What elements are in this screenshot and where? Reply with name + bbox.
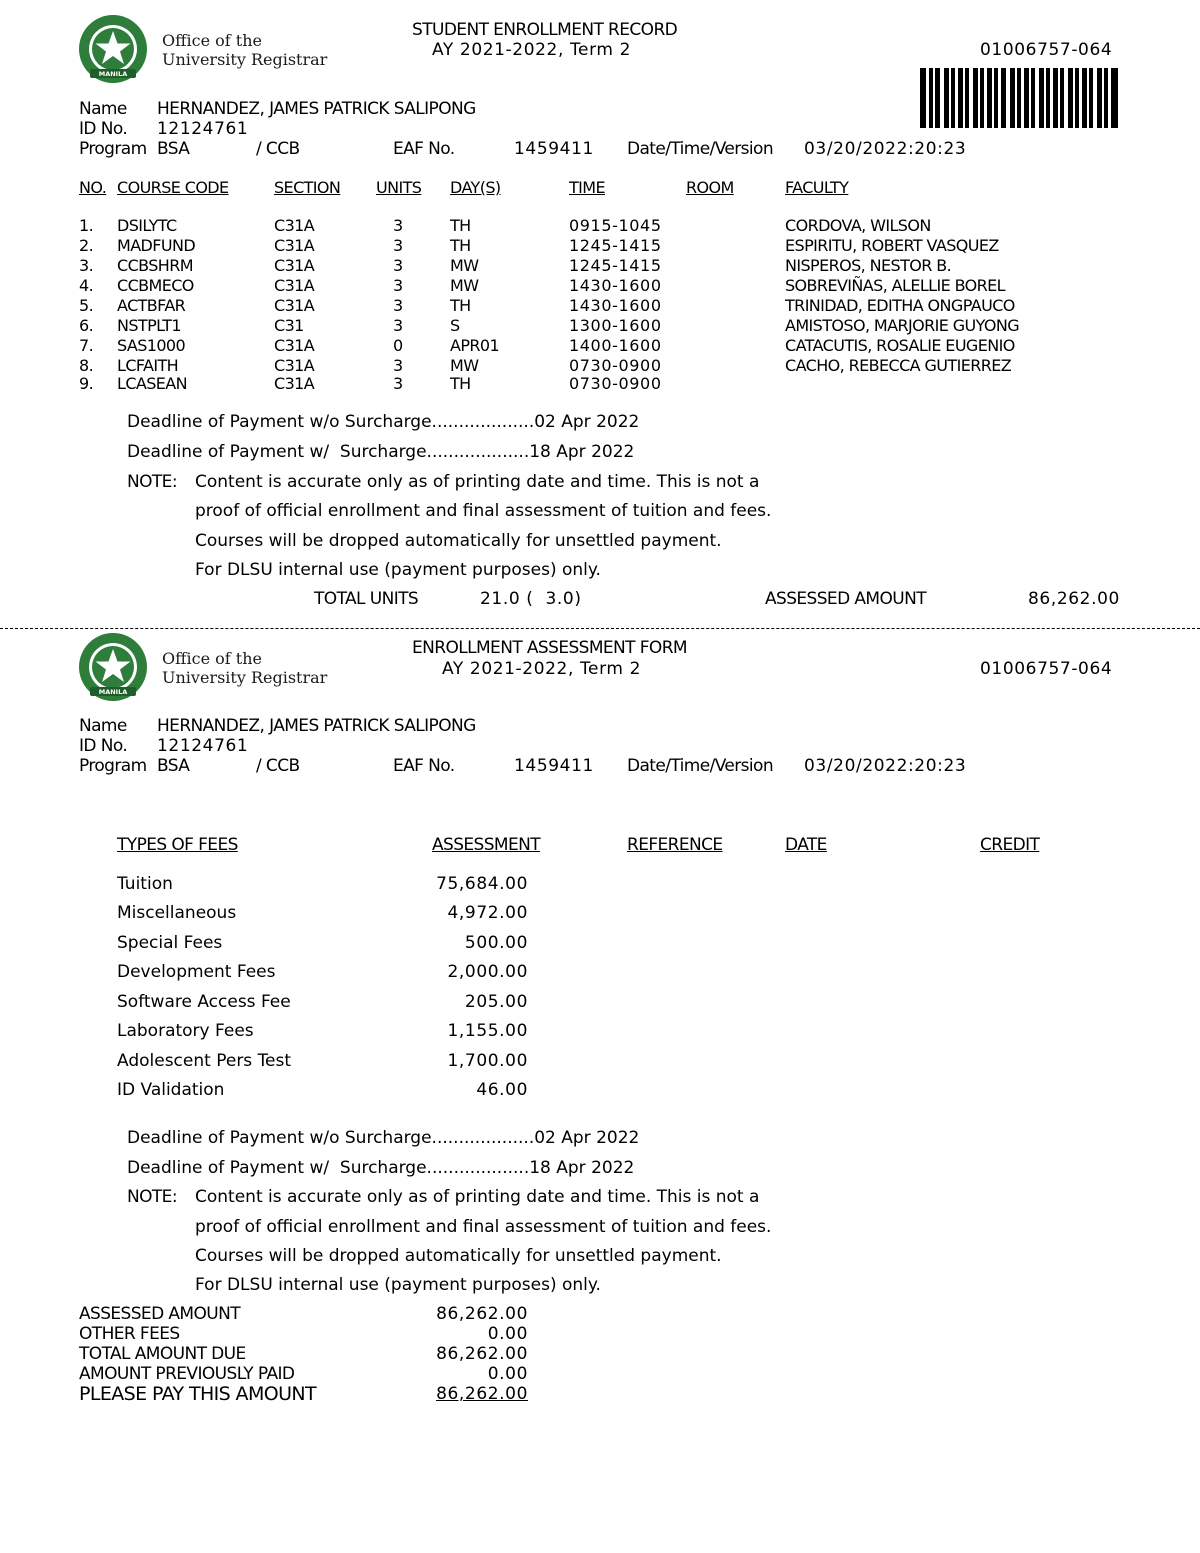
course-row (0, 374, 1200, 394)
note-label: NOTE: (127, 472, 177, 492)
fee-amount: 1,155.00 (447, 1021, 528, 1041)
summary-label: AMOUNT PREVIOUSLY PAID (79, 1364, 295, 1384)
fee-amount: 500.00 (464, 933, 528, 953)
header-time: TIME (569, 178, 606, 197)
course-units: 3 (393, 256, 403, 275)
total-units-value: 21.0 ( 3.0) (480, 589, 582, 609)
university-seal-logo (78, 14, 148, 84)
fee-type: Special Fees (117, 933, 223, 953)
course-no: 4. (79, 276, 94, 295)
summary-value: 0.00 (487, 1364, 528, 1384)
fee-row (0, 1079, 1200, 1109)
course-no: 2. (79, 236, 94, 255)
please-pay-amount: 86,262.00 (436, 1384, 528, 1404)
summary-value: 86,262.00 (436, 1304, 528, 1324)
course-row (0, 236, 1200, 256)
id-label: ID No. (79, 736, 128, 756)
fee-type: Development Fees (117, 962, 276, 982)
course-row (0, 256, 1200, 276)
course-units: 3 (393, 316, 403, 335)
fee-row (0, 902, 1200, 932)
program-label: Program (79, 756, 147, 776)
student-id: 12124761 (157, 119, 249, 139)
note-line: Courses will be dropped automatically for unsettled payment. (195, 531, 722, 551)
header-credit: CREDIT (980, 835, 1040, 855)
course-code: ACTBFAR (117, 296, 186, 315)
course-units: 3 (393, 296, 403, 315)
summary-row (0, 1344, 1200, 1364)
course-no: 1. (79, 216, 94, 235)
note-line: proof of official enrollment and final assessment of tuition and fees. (195, 1217, 772, 1237)
header-no: NO. (79, 178, 107, 197)
header-days: DAY(S) (450, 178, 501, 197)
fee-amount: 205.00 (464, 992, 528, 1012)
course-no: 8. (79, 356, 94, 375)
course-no: 3. (79, 256, 94, 275)
course-time: 1430-1600 (569, 276, 662, 295)
date-time-version-value: 03/20/2022:20:23 (804, 139, 967, 159)
course-time: 1400-1600 (569, 336, 662, 355)
student-id: 12124761 (157, 736, 249, 756)
university-seal-logo (78, 632, 148, 702)
course-no: 7. (79, 336, 94, 355)
summary-row (0, 1324, 1200, 1344)
fee-row (0, 932, 1200, 962)
record-reference-number: 01006757-064 (980, 40, 1113, 60)
header-section: SECTION (274, 178, 341, 197)
name-label: Name (79, 99, 127, 119)
course-time: 0730-0900 (569, 356, 662, 375)
svg-text:MANILA: MANILA (98, 70, 128, 78)
fee-row (0, 961, 1200, 991)
fee-type: Miscellaneous (117, 903, 237, 923)
course-code: DSILYTC (117, 216, 177, 235)
fee-table-header (0, 835, 1200, 855)
college-value: / CCB (256, 139, 300, 159)
record-term: AY 2021-2022, Term 2 (432, 40, 631, 60)
summary-row (0, 1304, 1200, 1324)
course-days: MW (450, 256, 479, 275)
office-name-line2: University Registrar (162, 668, 328, 687)
note-line: Courses will be dropped automatically for unsettled payment. (195, 1246, 722, 1266)
program-label: Program (79, 139, 147, 159)
course-faculty: SOBREVIÑAS, ALELLIE BOREL (785, 276, 1006, 295)
course-no: 5. (79, 296, 94, 315)
tear-off-divider (0, 628, 1200, 629)
assessed-amount-label: ASSESSED AMOUNT (765, 589, 926, 609)
fee-type: Adolescent Pers Test (117, 1051, 292, 1071)
fee-type: Software Access Fee (117, 992, 291, 1012)
barcode (920, 68, 1118, 128)
header-assessment: ASSESSMENT (432, 835, 541, 855)
course-time: 0730-0900 (569, 374, 662, 393)
course-no: 6. (79, 316, 94, 335)
header-course-code: COURSE CODE (117, 178, 229, 197)
name-label: Name (79, 716, 127, 736)
course-faculty: ESPIRITU, ROBERT VASQUEZ (785, 236, 999, 255)
note-line: Content is accurate only as of printing date and time. This is not a (195, 1187, 760, 1207)
deadline-without-surcharge: Deadline of Payment w/o Surcharge...................02 Apr 2022 (127, 1128, 640, 1148)
deadline-without-surcharge: Deadline of Payment w/o Surcharge...................02 Apr 2022 (127, 412, 640, 432)
total-units-label: TOTAL UNITS (314, 589, 419, 609)
assessment-title: ENROLLMENT ASSESSMENT FORM (412, 638, 687, 658)
please-pay-row (0, 1383, 1200, 1403)
course-units: 3 (393, 374, 403, 393)
svg-text:MANILA: MANILA (98, 688, 128, 696)
course-code: CCBSHRM (117, 256, 193, 275)
summary-row (0, 1364, 1200, 1384)
fee-row (0, 1050, 1200, 1080)
note-line: Content is accurate only as of printing date and time. This is not a (195, 472, 760, 492)
fee-amount: 75,684.00 (436, 874, 528, 894)
deadline-with-surcharge: Deadline of Payment w/ Surcharge...................18 Apr 2022 (127, 442, 635, 462)
date-time-version-label: Date/Time/Version (627, 139, 774, 159)
header-units: UNITS (376, 178, 422, 197)
date-time-version-value: 03/20/2022:20:23 (804, 756, 967, 776)
college-value: / CCB (256, 756, 300, 776)
course-days: MW (450, 276, 479, 295)
course-section: C31A (274, 216, 315, 235)
course-code: MADFUND (117, 236, 196, 255)
id-label: ID No. (79, 119, 128, 139)
course-section: C31A (274, 374, 315, 393)
course-faculty: NISPEROS, NESTOR B. (785, 256, 952, 275)
course-days: APR01 (450, 336, 500, 355)
summary-label: OTHER FEES (79, 1324, 180, 1344)
eaf-number: 1459411 (514, 139, 594, 159)
fee-type: Laboratory Fees (117, 1021, 254, 1041)
note-line: For DLSU internal use (payment purposes) only. (195, 1275, 601, 1295)
eaf-number: 1459411 (514, 756, 594, 776)
course-units: 3 (393, 216, 403, 235)
course-code: NSTPLT1 (117, 316, 182, 335)
course-section: C31A (274, 236, 315, 255)
course-faculty: AMISTOSO, MARJORIE GUYONG (785, 316, 1020, 335)
eaf-label: EAF No. (393, 139, 455, 159)
course-row (0, 216, 1200, 236)
course-days: TH (450, 374, 471, 393)
course-time: 1430-1600 (569, 296, 662, 315)
student-name: HERNANDEZ, JAMES PATRICK SALIPONG (157, 99, 476, 119)
header-date: DATE (785, 835, 827, 855)
course-code: SAS1000 (117, 336, 186, 355)
course-section: C31A (274, 276, 315, 295)
course-days: TH (450, 296, 471, 315)
assessment-term: AY 2021-2022, Term 2 (442, 659, 641, 679)
please-pay-label: PLEASE PAY THIS AMOUNT (79, 1383, 317, 1405)
course-faculty: CORDOVA, WILSON (785, 216, 931, 235)
fee-row (0, 991, 1200, 1021)
fee-amount: 2,000.00 (447, 962, 528, 982)
note-line: proof of official enrollment and final assessment of tuition and fees. (195, 501, 772, 521)
course-section: C31A (274, 256, 315, 275)
course-section: C31A (274, 336, 315, 355)
fee-type: Tuition (117, 874, 173, 894)
office-name-line1: Office of the (162, 649, 262, 668)
course-row (0, 316, 1200, 336)
course-section: C31A (274, 356, 315, 375)
course-row (0, 296, 1200, 316)
course-code: LCFAITH (117, 356, 179, 375)
course-faculty: CACHO, REBECCA GUTIERREZ (785, 356, 1012, 375)
header-room: ROOM (686, 178, 734, 197)
course-row (0, 276, 1200, 296)
course-code: LCASEAN (117, 374, 188, 393)
summary-label: TOTAL AMOUNT DUE (79, 1344, 246, 1364)
fee-row (0, 1020, 1200, 1050)
eaf-label: EAF No. (393, 756, 455, 776)
course-time: 0915-1045 (569, 216, 662, 235)
course-days: TH (450, 216, 471, 235)
summary-label: ASSESSED AMOUNT (79, 1304, 240, 1324)
summary-value: 86,262.00 (436, 1344, 528, 1364)
course-time: 1245-1415 (569, 256, 662, 275)
student-name: HERNANDEZ, JAMES PATRICK SALIPONG (157, 716, 476, 736)
deadline-with-surcharge: Deadline of Payment w/ Surcharge...................18 Apr 2022 (127, 1158, 635, 1178)
course-section: C31 (274, 316, 304, 335)
course-time: 1245-1415 (569, 236, 662, 255)
fee-amount: 1,700.00 (447, 1051, 528, 1071)
summary-value: 0.00 (487, 1324, 528, 1344)
course-row (0, 356, 1200, 376)
note-label: NOTE: (127, 1187, 177, 1207)
course-table-header (0, 178, 1200, 198)
course-faculty: TRINIDAD, EDITHA ONGPAUCO (785, 296, 1015, 315)
course-units: 0 (393, 336, 403, 355)
header-types-of-fees: TYPES OF FEES (117, 835, 238, 855)
assessed-amount-value: 86,262.00 (1028, 589, 1120, 609)
fee-amount: 4,972.00 (447, 903, 528, 923)
record-title: STUDENT ENROLLMENT RECORD (412, 20, 678, 40)
course-days: S (450, 316, 460, 335)
course-units: 3 (393, 356, 403, 375)
course-no: 9. (79, 374, 94, 393)
course-days: MW (450, 356, 479, 375)
course-code: CCBMECO (117, 276, 194, 295)
fee-type: ID Validation (117, 1080, 225, 1100)
course-units: 3 (393, 236, 403, 255)
course-time: 1300-1600 (569, 316, 662, 335)
course-units: 3 (393, 276, 403, 295)
course-row (0, 336, 1200, 356)
program-value: BSA (157, 139, 190, 159)
course-faculty: CATACUTIS, ROSALIE EUGENIO (785, 336, 1015, 355)
fee-row (0, 873, 1200, 903)
program-value: BSA (157, 756, 190, 776)
office-name-line1: Office of the (162, 31, 262, 50)
header-reference: REFERENCE (627, 835, 723, 855)
course-days: TH (450, 236, 471, 255)
note-line: For DLSU internal use (payment purposes) only. (195, 560, 601, 580)
header-faculty: FACULTY (785, 178, 849, 197)
course-section: C31A (274, 296, 315, 315)
assessment-reference-number: 01006757-064 (980, 659, 1113, 679)
office-name-line2: University Registrar (162, 50, 328, 69)
fee-amount: 46.00 (476, 1080, 528, 1100)
date-time-version-label: Date/Time/Version (627, 756, 774, 776)
